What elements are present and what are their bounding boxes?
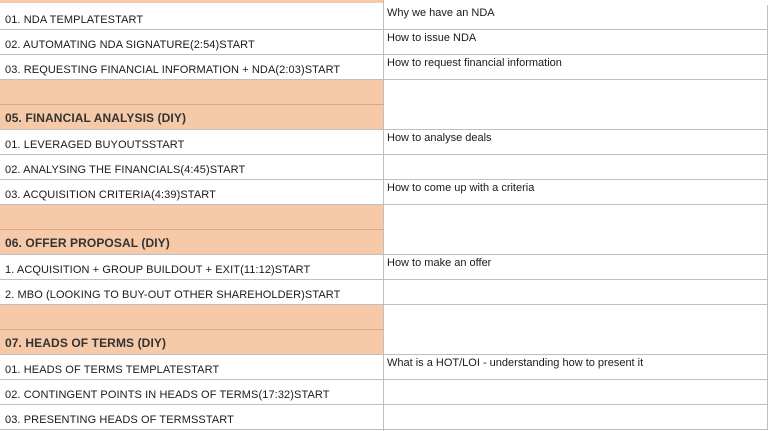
- cell-col-a[interactable]: [0, 405, 384, 430]
- cell-col-b[interactable]: [384, 330, 768, 355]
- lesson-title: 01. HEADS OF TERMS TEMPLATESTART: [5, 364, 220, 376]
- cell-col-a[interactable]: [0, 105, 384, 130]
- cell-col-a[interactable]: [0, 280, 384, 305]
- cell-col-a[interactable]: [0, 180, 384, 205]
- cell-col-a[interactable]: [0, 380, 384, 405]
- cell-col-b[interactable]: [384, 80, 768, 105]
- cell-col-a[interactable]: [0, 30, 384, 55]
- table-row: [0, 405, 768, 430]
- cell-col-b[interactable]: [384, 205, 768, 230]
- top-section-fill: [0, 0, 384, 3]
- cell-col-a[interactable]: [0, 5, 384, 30]
- cell-col-a[interactable]: [0, 80, 384, 105]
- cell-col-a[interactable]: [0, 205, 384, 230]
- table-row: [0, 130, 768, 155]
- lesson-title: 03. REQUESTING FINANCIAL INFORMATION + NDA(2:03)START: [5, 64, 341, 76]
- cell-col-a[interactable]: [0, 355, 384, 380]
- table-row: [0, 180, 768, 205]
- table-row: [0, 155, 768, 180]
- cell-col-a[interactable]: [0, 255, 384, 280]
- lesson-description: How to request financial information: [387, 57, 562, 69]
- lesson-title: 01. LEVERAGED BUYOUTSSTART: [5, 139, 185, 151]
- cell-col-a[interactable]: [0, 155, 384, 180]
- lesson-description: How to analyse deals: [387, 132, 492, 144]
- cell-col-b[interactable]: [384, 30, 768, 55]
- section-title: 07. HEADS OF TERMS (DIY): [5, 336, 167, 350]
- table-row: [0, 380, 768, 405]
- cell-col-a[interactable]: [0, 230, 384, 255]
- section-header-row: [0, 105, 768, 130]
- cell-col-b[interactable]: [384, 5, 768, 30]
- lesson-title: 02. AUTOMATING NDA SIGNATURE(2:54)START: [5, 39, 255, 51]
- cell-col-b[interactable]: [384, 355, 768, 380]
- section-spacer-row: [0, 80, 768, 105]
- cell-col-b[interactable]: [384, 105, 768, 130]
- section-spacer-row: [0, 305, 768, 330]
- lesson-description: Why we have an NDA: [387, 7, 495, 19]
- lesson-title: 1. ACQUISITION + GROUP BUILDOUT + EXIT(11:12)START: [5, 264, 311, 276]
- section-title: 06. OFFER PROPOSAL (DIY): [5, 236, 170, 250]
- cell-col-a[interactable]: [0, 130, 384, 155]
- lesson-title: 2. MBO (LOOKING TO BUY-OUT OTHER SHAREHOLDER)START: [5, 289, 341, 301]
- lesson-description: How to issue NDA: [387, 32, 477, 44]
- cell-col-a[interactable]: [0, 55, 384, 80]
- lesson-description: How to come up with a criteria: [387, 182, 535, 194]
- table-row: [0, 30, 768, 55]
- cell-col-b[interactable]: [384, 305, 768, 330]
- table-row: [0, 55, 768, 80]
- cell-col-b[interactable]: [384, 280, 768, 305]
- cell-col-b[interactable]: [384, 55, 768, 80]
- table-row: [0, 5, 768, 30]
- lesson-description: How to make an offer: [387, 257, 492, 269]
- lesson-title: 02. ANALYSING THE FINANCIALS(4:45)START: [5, 164, 246, 176]
- section-header-row: [0, 330, 768, 355]
- table-row: [0, 280, 768, 305]
- lesson-title: 03. ACQUISITION CRITERIA(4:39)START: [5, 189, 216, 201]
- cell-col-a[interactable]: [0, 330, 384, 355]
- section-title: 05. FINANCIAL ANALYSIS (DIY): [5, 111, 187, 125]
- cell-col-b[interactable]: [384, 230, 768, 255]
- cell-col-b[interactable]: [384, 180, 768, 205]
- cell-col-a[interactable]: [0, 305, 384, 330]
- lesson-description: What is a HOT/LOI - understanding how to present it: [387, 357, 644, 369]
- cell-col-b[interactable]: [384, 405, 768, 430]
- section-header-row: [0, 230, 768, 255]
- lesson-title: 03. PRESENTING HEADS OF TERMSSTART: [5, 414, 234, 426]
- cell-col-b[interactable]: [384, 130, 768, 155]
- table-row: [0, 355, 768, 380]
- lesson-title: 02. CONTINGENT POINTS IN HEADS OF TERMS(17:32)START: [5, 389, 330, 401]
- table-row: [0, 255, 768, 280]
- section-spacer-row: [0, 205, 768, 230]
- cell-col-b[interactable]: [384, 380, 768, 405]
- cell-col-b[interactable]: [384, 255, 768, 280]
- cell-col-b[interactable]: [384, 155, 768, 180]
- lesson-title: 01. NDA TEMPLATESTART: [5, 14, 144, 26]
